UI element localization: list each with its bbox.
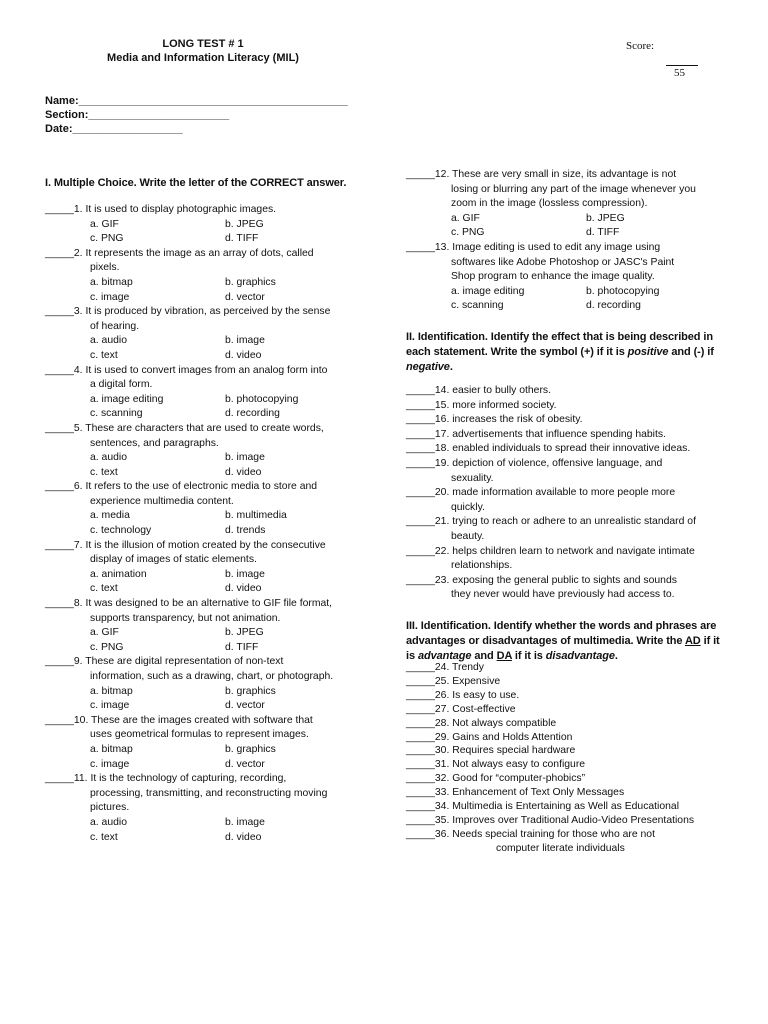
question-text: _____2. It represents the image as an array of dots, called (45, 247, 314, 259)
option: d. TIFF (225, 233, 259, 245)
option: a. image editing (90, 393, 164, 405)
option: c. image (90, 758, 130, 770)
question-continuation: a digital form. (90, 379, 153, 391)
option: b. image (225, 452, 265, 464)
question-text: _____8. It was designed to be an alternative to GIF file format, (45, 598, 333, 610)
option: c. technology (90, 525, 152, 537)
question-text: _____6. It refers to the use of electronic media to store and (45, 481, 318, 493)
option: b. image (225, 816, 265, 828)
question-options (45, 568, 365, 597)
question-options (45, 276, 365, 305)
question-text: _____4. It is used to convert images from an analog form into (45, 364, 328, 376)
option: b. JPEG (225, 627, 264, 639)
option: c. PNG (90, 641, 124, 653)
question-options (45, 334, 365, 363)
adv-disadv-item: _____25. Expensive (406, 675, 501, 687)
option: a. bitmap (90, 743, 133, 755)
right-column-questions (406, 168, 726, 314)
question-text: _____11. It is the technology of capturing, recording, (45, 773, 287, 785)
option: c. image (90, 291, 130, 303)
option: a. bitmap (90, 685, 133, 697)
question-options (45, 816, 365, 845)
question-options (45, 218, 365, 247)
identification-continuation: sexuality. (451, 472, 494, 484)
option: c. PNG (90, 233, 124, 245)
adv-disadv-item: _____26. Is easy to use. (406, 689, 520, 701)
option: c. text (90, 831, 118, 843)
option: b. JPEG (225, 218, 264, 230)
option: b. graphics (225, 743, 276, 755)
option: d. video (225, 831, 262, 843)
option: c. text (90, 349, 118, 361)
adv-disadv-item: _____27. Cost-effective (406, 703, 516, 715)
part2-instruction-end: . (449, 361, 453, 373)
part3-ad-word: AD (684, 635, 701, 647)
test-title: LONG TEST # 1 (162, 38, 244, 50)
option: d. video (225, 349, 262, 361)
identification-continuation: relationships. (451, 560, 513, 572)
adv-disadv-item: _____35. Improves over Traditional Audio-Video Presentations (406, 814, 695, 826)
identification-item: _____18. enabled individuals to spread their innovative ideas. (406, 443, 691, 455)
part2-instruction-line2b: and (-) if (668, 346, 714, 358)
question-text: _____9. These are digital representation of non-text (45, 656, 284, 668)
option: d. trends (225, 525, 266, 537)
option: d. video (225, 466, 262, 478)
score-blank-line (666, 65, 698, 66)
option: c. image (90, 700, 130, 712)
question-continuation: zoom in the image (lossless compression). (451, 198, 648, 210)
option: a. animation (90, 568, 147, 580)
option: a. GIF (90, 627, 119, 639)
section-field: Section:_______________________ (45, 109, 230, 121)
question-continuation: pixels. (90, 262, 120, 274)
option: c. text (90, 466, 118, 478)
question-options (406, 212, 726, 241)
question-text: _____3. It is produced by vibration, as perceived by the sense (45, 306, 331, 318)
question-options (45, 743, 365, 772)
part2-instruction (406, 330, 746, 375)
question-options (45, 451, 365, 480)
question-options (45, 685, 365, 714)
identification-item: _____19. depiction of violence, offensive language, and (406, 457, 663, 469)
score-label: Score: (626, 40, 655, 52)
adv-disadv-item: _____33. Enhancement of Text Only Messages (406, 787, 625, 799)
adv-disadv-item: _____30. Requires special hardware (406, 745, 576, 757)
part3-instruction-line1: III. Identification. Identify whether the words and phrases are (406, 620, 717, 632)
score-total: 55 (674, 67, 685, 79)
question-continuation: experience multimedia content. (90, 495, 234, 507)
part3-instruction-end: . (614, 650, 618, 662)
part3-advantage-word: advantage (417, 650, 472, 662)
question-options (45, 509, 365, 538)
question-continuation: Shop program to enhance the image quality. (451, 271, 655, 283)
option: a. GIF (90, 218, 119, 230)
option: d. recording (586, 300, 641, 312)
option: d. TIFF (225, 641, 259, 653)
option: a. bitmap (90, 276, 133, 288)
question-continuation: losing or blurring any part of the image whenever you (451, 183, 696, 195)
part3-disadvantage-word: disadvantage (545, 650, 615, 662)
part2-positive-word: positive (627, 346, 669, 358)
adv-disadv-item: _____34. Multimedia is Entertaining as Well as Educational (406, 801, 680, 813)
adv-disadv-item: _____31. Not always easy to configure (406, 759, 586, 771)
question-continuation: of hearing. (90, 320, 140, 332)
adv-disadv-item: _____32. Good for “computer-phobics” (406, 773, 586, 785)
option: c. scanning (90, 408, 143, 420)
part3-instruction-line2a: advantages or disadvantages of multimedia. Write the (406, 635, 685, 647)
option: c. text (90, 583, 118, 595)
identification-item: _____16. increases the risk of obesity. (406, 414, 583, 426)
question-text: _____1. It is used to display photographic images. (45, 204, 277, 215)
question-continuation: information, such as a drawing, chart, or photograph. (90, 671, 334, 682)
part3-instruction-line3a: is (406, 650, 418, 662)
part1-instruction: I. Multiple Choice. Write the letter of the CORRECT answer. (45, 177, 347, 189)
identification-item: _____21. trying to reach or adhere to an unrealistic standard of (406, 516, 696, 528)
question-options (406, 285, 726, 314)
option: b. image (225, 335, 265, 347)
option: c. PNG (451, 227, 485, 239)
option: b. photocopying (225, 393, 299, 405)
part2-negative-word: negative (406, 361, 450, 373)
name-field: Name:____________________________________________ (45, 95, 348, 107)
option: a. image editing (451, 285, 525, 297)
adv-disadv-item: _____28. Not always compatible (406, 717, 557, 729)
question-text: _____5. These are characters that are used to create words, (45, 422, 324, 434)
adv-disadv-item: _____24. Trendy (406, 662, 484, 673)
option: b. graphics (225, 276, 276, 288)
question-options (45, 626, 365, 655)
part3-instruction (406, 619, 746, 664)
date-field: Date:__________________ (45, 123, 183, 135)
question-continuation: pictures. (90, 802, 130, 814)
question-text: _____10. These are the images created with software that (45, 714, 313, 726)
part3-instruction-line3b: and (471, 650, 497, 662)
left-column-questions (45, 203, 365, 845)
question-text: _____13. Image editing is used to edit any image using (406, 241, 661, 253)
question-continuation: supports transparency, but not animation. (90, 612, 281, 624)
identification-item: _____14. easier to bully others. (406, 385, 551, 396)
adv-disadv-item: _____36. Needs special training for those who are not (406, 828, 655, 840)
question-continuation: processing, transmitting, and reconstructing moving (90, 787, 328, 799)
option: b. photocopying (586, 285, 660, 297)
question-continuation: uses geometrical formulas to represent images. (90, 729, 309, 741)
identification-item: _____20. made information available to more people more (406, 487, 676, 499)
part2-instruction-line1: II. Identification. Identify the effect that is being described in (406, 331, 713, 343)
option: a. audio (90, 452, 127, 464)
option: c. scanning (451, 300, 504, 312)
part3-da-word: DA (496, 650, 512, 662)
question-continuation: softwares like Adobe Photoshop or JASC's Paint (451, 256, 675, 268)
option: a. audio (90, 816, 127, 828)
part3-instruction-line3c: if it is (511, 650, 546, 662)
option: d. video (225, 583, 262, 595)
question-continuation: sentences, and paragraphs. (90, 437, 219, 449)
option: d. vector (225, 758, 265, 770)
identification-item: _____23. exposing the general public to sights and sounds (406, 574, 677, 586)
test-subtitle: Media and Information Literacy (MIL) (107, 52, 299, 64)
option: b. JPEG (586, 212, 625, 224)
option: b. image (225, 568, 265, 580)
option: a. GIF (451, 212, 480, 224)
part3-last-continuation: computer literate individuals (496, 843, 625, 854)
option: b. multimedia (225, 510, 287, 522)
option: d. vector (225, 291, 265, 303)
question-text: _____7. It is the illusion of motion created by the consecutive (45, 539, 326, 551)
option: d. recording (225, 408, 280, 420)
option: b. graphics (225, 685, 276, 697)
identification-continuation: quickly. (451, 501, 485, 513)
identification-item: _____17. advertisements that influence spending habits. (406, 428, 666, 440)
option: a. media (90, 510, 130, 522)
part3-items (406, 661, 746, 842)
part2-instruction-line2a: each statement. Write the symbol (+) if it is (406, 346, 628, 358)
option: d. vector (225, 700, 265, 712)
part2-items (406, 384, 746, 603)
question-continuation: display of images of static elements. (90, 554, 257, 566)
option: a. audio (90, 335, 127, 347)
identification-item: _____15. more informed society. (406, 399, 557, 411)
part3-instruction-line2b: if it (700, 635, 720, 647)
question-options (45, 393, 365, 422)
identification-item: _____22. helps children learn to network and navigate intimate (406, 545, 695, 557)
adv-disadv-item: _____29. Gains and Holds Attention (406, 731, 573, 743)
question-text: _____12. These are very small in size, its advantage is not (406, 169, 677, 180)
option: d. TIFF (586, 227, 620, 239)
identification-continuation: beauty. (451, 530, 485, 542)
identification-continuation: they never would have previously had access to. (451, 589, 675, 601)
